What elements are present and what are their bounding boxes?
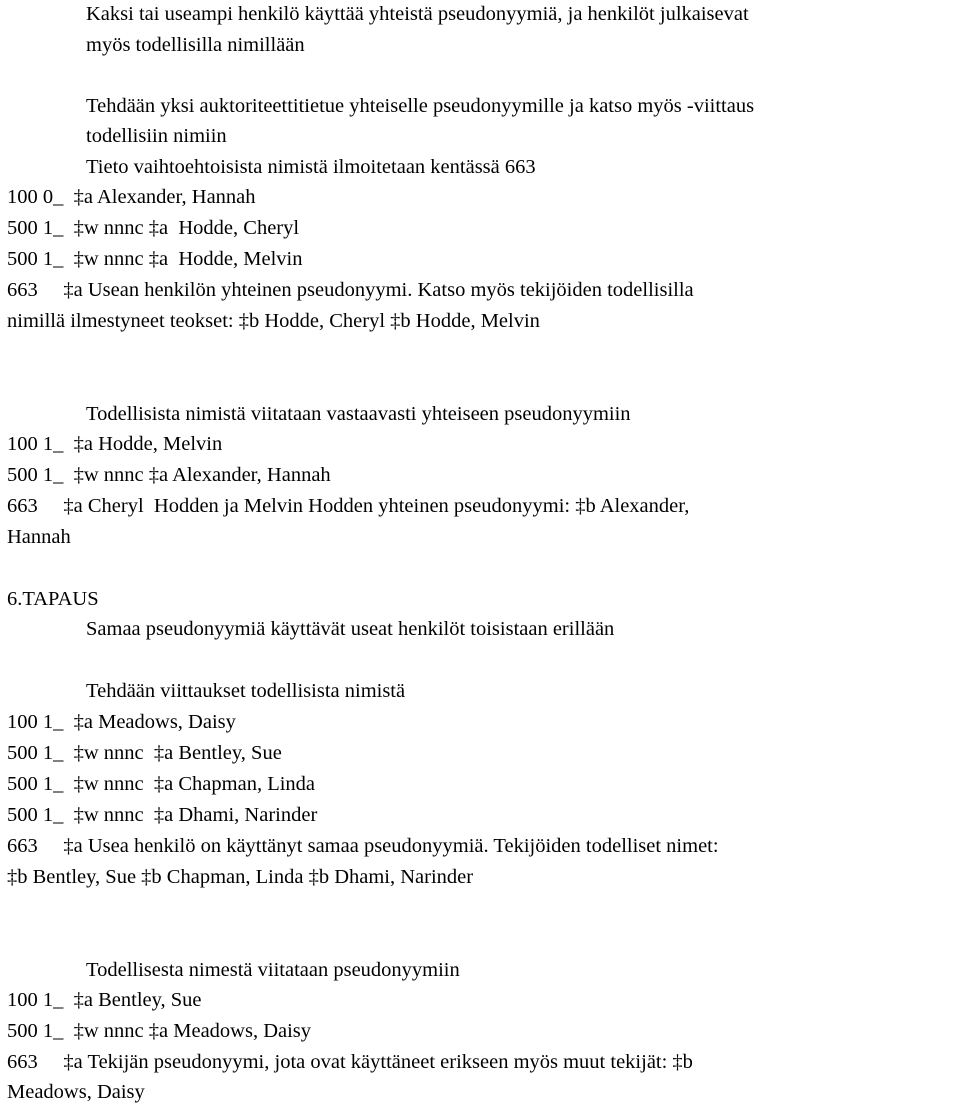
marc-field-663-line1: 663 ‡a Cheryl Hodden ja Melvin Hodden yhteinen pseudonyymi: ‡b Alexander, — [7, 495, 690, 517]
section6-heading: Samaa pseudonyymiä käyttävät useat henkilöt toisistaan erillään — [86, 618, 615, 640]
section5-instruction1-line1: Tehdään yksi auktoriteettitietue yhteiselle pseudonyymille ja katso myös -viittaus — [86, 95, 755, 117]
marc-field-500: 500 1_ ‡w nnnc ‡a Hodde, Cheryl — [7, 217, 300, 239]
marc-field-100: 100 1_ ‡a Meadows, Daisy — [7, 711, 236, 733]
marc-field-663-line1: 663 ‡a Tekijän pseudonyymi, jota ovat käyttäneet erikseen myös muut tekijät: ‡b — [7, 1051, 693, 1073]
section5-instruction2: Tieto vaihtoehtoisista nimistä ilmoitetaan kentässä 663 — [86, 156, 536, 178]
case-label: 6.TAPAUS — [7, 588, 99, 610]
marc-field-500: 500 1_ ‡w nnnc ‡a Alexander, Hannah — [7, 464, 331, 486]
section5-instruction1-line2: todellisiin nimiin — [86, 125, 227, 147]
marc-field-100: 100 1_ ‡a Hodde, Melvin — [7, 433, 223, 455]
marc-field-500: 500 1_ ‡w nnnc ‡a Chapman, Linda — [7, 773, 316, 795]
marc-field-500: 500 1_ ‡w nnnc ‡a Bentley, Sue — [7, 742, 282, 764]
marc-field-663-line1: 663 ‡a Usean henkilön yhteinen pseudonyymi. Katso myös tekijöiden todellisilla — [7, 279, 694, 301]
marc-field-500: 500 1_ ‡w nnnc ‡a Hodde, Melvin — [7, 248, 303, 270]
section6-instruction1: Tehdään viittaukset todellisista nimistä — [86, 680, 406, 702]
marc-field-100: 100 0_ ‡a Alexander, Hannah — [7, 186, 256, 208]
marc-field-663-line2: nimillä ilmestyneet teokset: ‡b Hodde, Cheryl ‡b Hodde, Melvin — [7, 310, 540, 332]
marc-field-663-line2: Hannah — [7, 526, 71, 548]
section5-instruction3: Todellisista nimistä viitataan vastaavasti yhteiseen pseudonyymiin — [86, 403, 631, 425]
marc-field-663-line1: 663 ‡a Usea henkilö on käyttänyt samaa pseudonyymiä. Tekijöiden todelliset nimet: — [7, 835, 719, 857]
marc-field-663-line2: Meadows, Daisy — [7, 1081, 145, 1103]
section6-instruction2: Todellisesta nimestä viitataan pseudonyymiin — [86, 959, 460, 981]
section5-heading-line2: myös todellisilla nimillään — [86, 34, 305, 56]
marc-field-500: 500 1_ ‡w nnnc ‡a Meadows, Daisy — [7, 1020, 312, 1042]
marc-field-500: 500 1_ ‡w nnnc ‡a Dhami, Narinder — [7, 804, 318, 826]
marc-field-100: 100 1_ ‡a Bentley, Sue — [7, 989, 202, 1011]
section5-heading-line1: Kaksi tai useampi henkilö käyttää yhteistä pseudonyymiä, ja henkilöt julkaisevat — [86, 3, 749, 25]
marc-field-663-line2: ‡b Bentley, Sue ‡b Chapman, Linda ‡b Dhami, Narinder — [7, 866, 474, 888]
